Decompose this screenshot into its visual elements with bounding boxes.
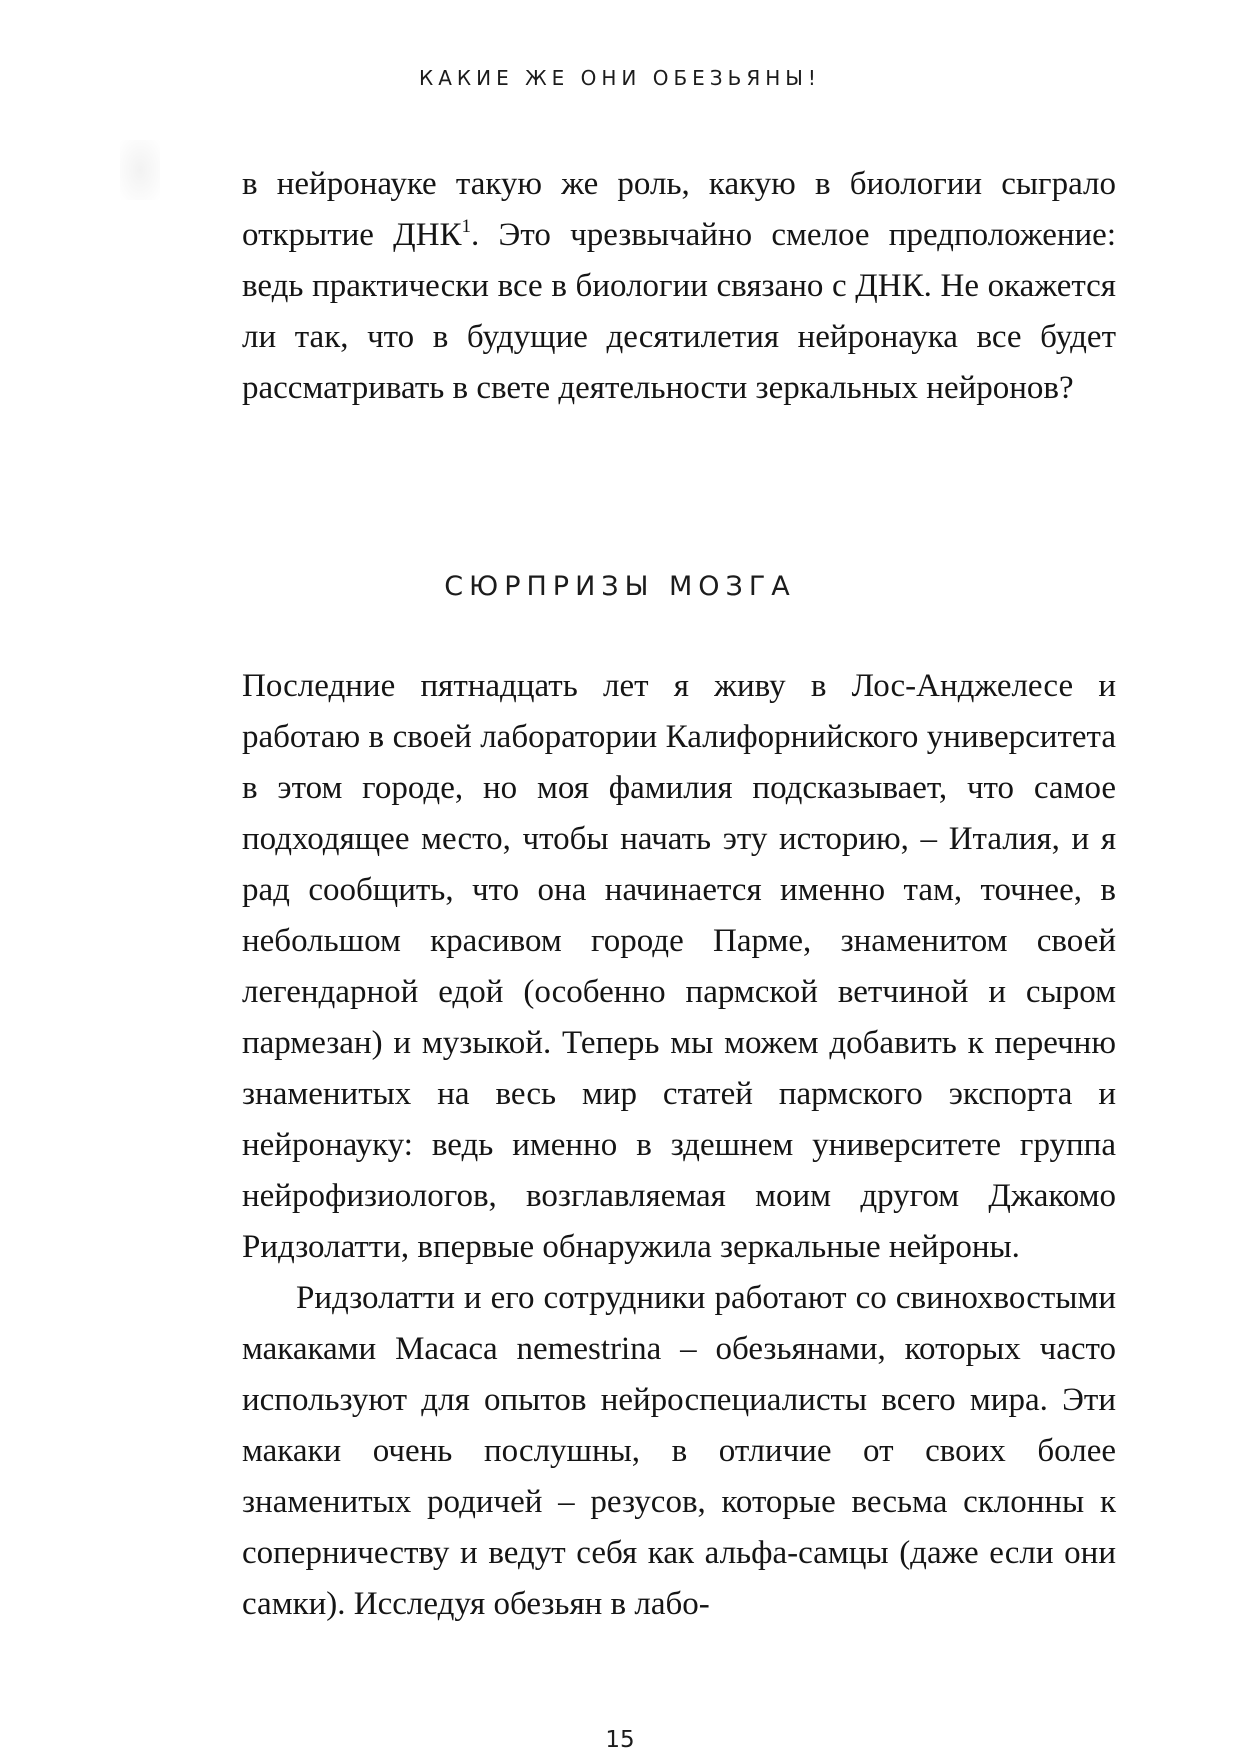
scan-shadow: [120, 140, 160, 200]
section-heading: СЮРПРИЗЫ МОЗГА: [444, 571, 796, 602]
running-header: КАКИЕ ЖЕ ОНИ ОБЕЗЬЯНЫ!: [419, 66, 821, 90]
text-after-footnote: . Это чрезвычайно смелое предположение: ведь практически все в биологии связано с ДНК. Не окажется ли так, что в будущие десятилетия нейронаука все будет рассматривать в свете деятельности зеркальных нейронов?: [242, 217, 1116, 406]
section-paragraph-2: Ридзолатти и его сотрудники работают со свинохвостыми макаками Macaca nemestrina – обезьянами, которых часто используют для опытов нейроспециалисты всего мира. Эти макаки очень послушны, в отличие от своих более знаменитых родичей – резусов, которые весьма склонны к соперничеству и ведут себя как альфа-самцы (даже если они самки). Исследуя обезьян в лабо-: [242, 1280, 1116, 1622]
continued-paragraph-text: [242, 159, 1116, 414]
text-before-footnote: в нейронауке такую же роль, какую в биологии сыграло открытие ДНК: [242, 166, 1116, 253]
section-paragraph-1: Последние пятнадцать лет я живу в Лос-Анджелесе и работаю в своей лаборатории Калифорнийского университета в этом городе, но моя фамилия подсказывает, что самое подходящее место, чтобы начать эту историю, – Италия, и я рад сообщить, что она начинается именно там, точнее, в небольшом красивом городе Парме, знаменитом своей легендарной едой (особенно пармской ветчиной и сыром пармезан) и музыкой. Теперь мы можем добавить к перечню знаменитых на весь мир статей пармского экспорта и нейронауку: ведь именно в здешнем университете группа нейрофизиологов, возглавляемая моим другом Джакомо Ридзолатти, впервые обнаружила зеркальные нейроны.: [242, 668, 1116, 1265]
continued-paragraph: [242, 159, 1116, 414]
footnote-marker: 1: [461, 216, 472, 237]
page-number: 15: [605, 1727, 635, 1753]
section-body: [242, 661, 1116, 1630]
